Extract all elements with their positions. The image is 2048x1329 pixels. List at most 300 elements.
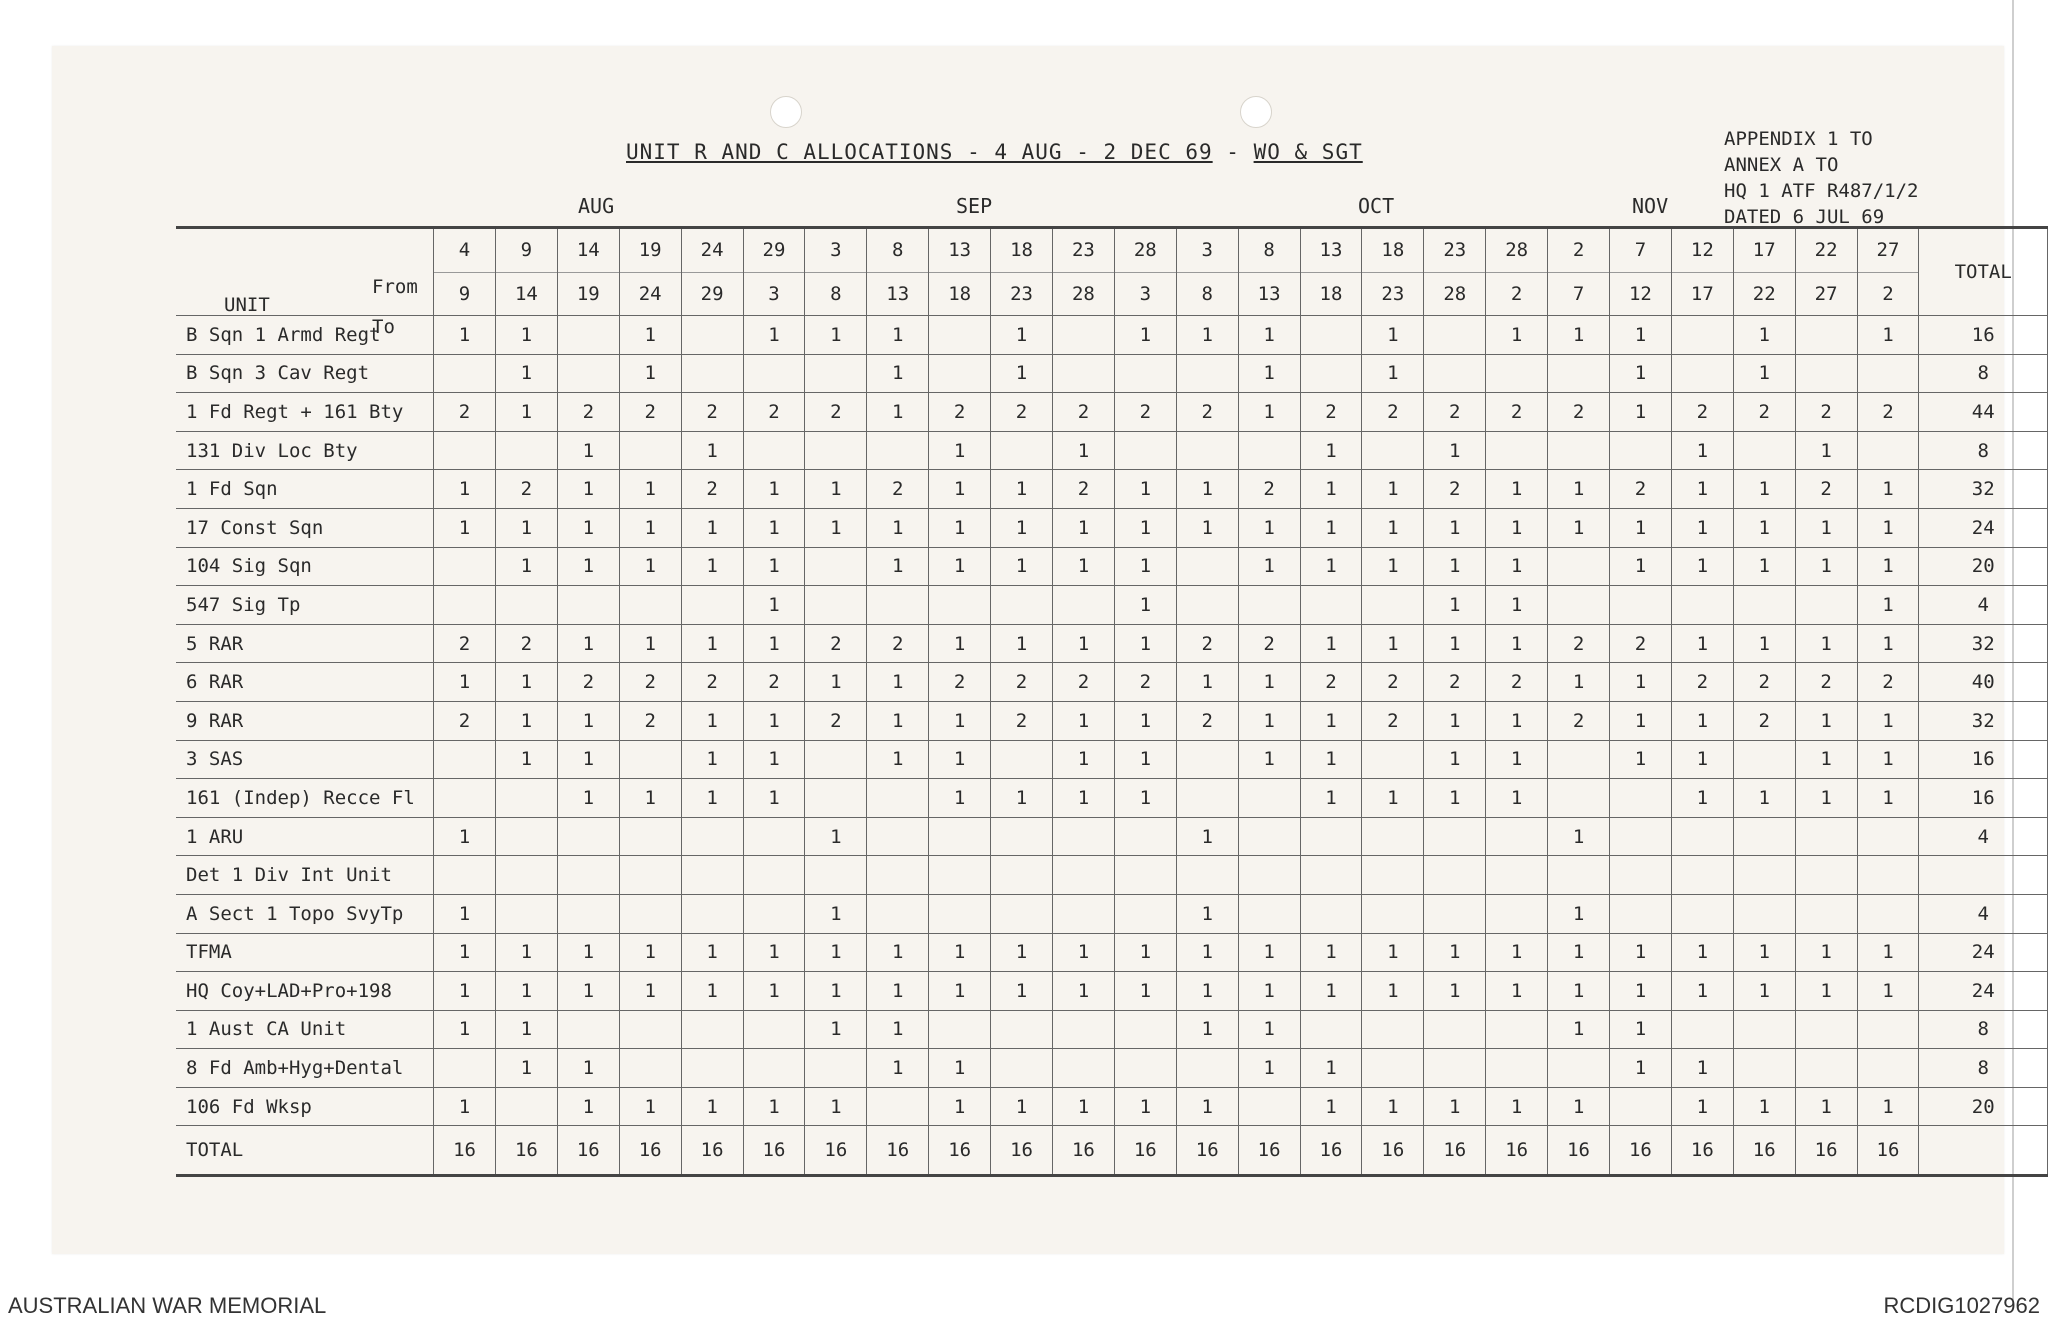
allocation-cell: 2 [434,701,496,740]
table-row [176,393,2048,432]
period-header-cell [805,228,867,316]
allocation-cell [1486,894,1548,933]
allocation-cell: 1 [1362,470,1424,509]
allocation-cell: 1 [1609,1049,1671,1088]
table-row [176,740,2048,779]
allocation-cell [619,740,681,779]
row-total [1919,856,2048,895]
period-from: 24 [682,229,743,273]
allocation-cell: 1 [1176,1087,1238,1126]
allocation-cell [991,856,1053,895]
total-header: TOTAL [1919,228,2048,316]
allocation-cell [1671,894,1733,933]
allocation-cell [867,817,929,856]
allocation-cell [743,894,805,933]
allocation-cell: 1 [1238,740,1300,779]
allocation-cell [1795,894,1857,933]
allocation-cell: 1 [1238,1010,1300,1049]
period-to: 7 [1572,283,1585,305]
period-from: 4 [434,229,495,273]
table-row [176,779,2048,818]
allocation-cell: 1 [1857,470,1919,509]
row-total: 44 [1919,393,2048,432]
unit-name: 547 Sig Tp [176,586,434,625]
allocation-cell: 2 [1362,393,1424,432]
allocation-cell [557,1010,619,1049]
allocation-cell [1609,431,1671,470]
period-to: 8 [830,283,842,305]
allocation-cell: 1 [1424,547,1486,586]
allocation-cell: 2 [991,393,1053,432]
allocation-cell [1300,894,1362,933]
allocation-cell: 2 [1424,663,1486,702]
allocation-cell: 1 [1733,354,1795,393]
period-from: 18 [1362,229,1423,273]
allocation-cell: 1 [1114,701,1176,740]
column-total: 16 [1114,1126,1176,1176]
table-row [176,547,2048,586]
allocation-cell: 1 [1857,586,1919,625]
allocation-cell [557,316,619,355]
allocation-cell: 1 [1486,470,1548,509]
allocation-cell: 1 [1733,316,1795,355]
column-total: 16 [681,1126,743,1176]
column-total: 16 [1052,1126,1114,1176]
period-header-cell [929,228,991,316]
allocation-cell: 1 [929,1087,991,1126]
allocation-cell [1609,779,1671,818]
allocation-cell [1857,856,1919,895]
allocation-cell: 1 [1548,663,1610,702]
allocation-cell: 1 [434,1087,496,1126]
allocation-cell: 1 [1609,972,1671,1011]
allocation-cell: 1 [1424,972,1486,1011]
allocation-cell: 1 [1671,972,1733,1011]
allocation-cell [434,779,496,818]
period-from: 3 [805,229,866,273]
unit-header: UNIT [224,294,270,316]
unit-name: 17 Const Sqn [176,508,434,547]
allocation-cell: 1 [1857,316,1919,355]
punch-hole-right [1240,96,1272,128]
allocation-cell: 1 [1671,740,1733,779]
column-total: 16 [1609,1126,1671,1176]
allocation-cell [434,586,496,625]
allocation-cell [1671,316,1733,355]
allocation-cell: 1 [1114,779,1176,818]
allocation-cell: 1 [743,779,805,818]
allocation-cell: 1 [1052,701,1114,740]
allocation-cell [434,354,496,393]
period-header-cell [1238,228,1300,316]
allocation-cell: 1 [743,972,805,1011]
allocation-cell: 1 [1238,663,1300,702]
allocation-cell: 2 [619,393,681,432]
allocation-cell: 1 [619,354,681,393]
allocation-cell [1795,1010,1857,1049]
allocation-cell: 2 [1609,470,1671,509]
row-total: 16 [1919,316,2048,355]
allocation-cell [1362,431,1424,470]
allocation-cell: 1 [1671,431,1733,470]
allocation-cell [1052,316,1114,355]
allocation-cell: 1 [867,740,929,779]
period-header-cell [1795,228,1857,316]
allocation-cell [1548,354,1610,393]
allocation-cell [1733,1049,1795,1088]
period-to: 14 [514,283,538,305]
row-total: 24 [1919,933,2048,972]
allocation-cell: 1 [1486,972,1548,1011]
allocation-cell: 1 [1362,1087,1424,1126]
table-row [176,508,2048,547]
unit-name: A Sect 1 Topo SvyTp [176,894,434,933]
allocation-cell: 2 [1795,663,1857,702]
allocation-cell: 1 [1795,624,1857,663]
row-total: 16 [1919,779,2048,818]
row-total: 20 [1919,1087,2048,1126]
allocation-cell: 1 [434,316,496,355]
allocation-cell [1733,740,1795,779]
allocation-cell: 1 [1671,933,1733,972]
allocation-cell: 1 [1548,1010,1610,1049]
allocation-cell [1486,431,1548,470]
allocation-cell: 1 [681,431,743,470]
allocation-cell: 2 [991,663,1053,702]
allocation-cell [1176,547,1238,586]
allocation-cell: 2 [1176,701,1238,740]
allocation-cell: 1 [1114,547,1176,586]
allocation-cell [1671,586,1733,625]
row-total: 24 [1919,972,2048,1011]
allocation-cell: 1 [1176,1010,1238,1049]
allocation-cell: 1 [929,470,991,509]
allocation-cell [557,586,619,625]
allocation-cell [1671,817,1733,856]
allocation-cell: 2 [1300,393,1362,432]
allocation-cell [1486,1010,1548,1049]
allocation-cell: 1 [1362,316,1424,355]
period-to: 13 [886,283,910,305]
allocation-cell: 1 [805,1010,867,1049]
allocation-cell: 2 [1857,393,1919,432]
period-header-cell [495,228,557,316]
allocation-cell: 1 [1733,972,1795,1011]
allocation-cell: 1 [1176,663,1238,702]
allocation-cell: 2 [1176,393,1238,432]
allocation-cell [1548,547,1610,586]
allocation-cell: 1 [1733,624,1795,663]
allocation-cell: 1 [867,354,929,393]
allocation-cell: 1 [1238,354,1300,393]
allocation-cell [1052,1049,1114,1088]
table-row [176,701,2048,740]
allocation-cell: 1 [1300,1049,1362,1088]
allocation-cell: 2 [1238,624,1300,663]
allocation-cell: 2 [1733,701,1795,740]
allocation-cell [991,431,1053,470]
allocation-cell: 2 [1052,663,1114,702]
table-row [176,972,2048,1011]
allocation-cell [1362,1049,1424,1088]
allocation-cell: 1 [619,933,681,972]
allocation-cell: 1 [743,470,805,509]
allocation-cell: 2 [1486,393,1548,432]
allocation-cell: 1 [1857,1087,1919,1126]
allocation-cell [805,547,867,586]
period-to: 22 [1752,283,1776,305]
allocation-cell [929,894,991,933]
allocation-cell [1300,316,1362,355]
allocation-cell [1300,817,1362,856]
period-to: 13 [1257,283,1281,305]
allocation-cell [681,1049,743,1088]
allocation-cell: 1 [805,508,867,547]
allocation-cell: 1 [743,740,805,779]
period-from: 8 [1239,229,1300,273]
allocation-cell: 1 [743,508,805,547]
allocation-cell: 1 [805,470,867,509]
allocation-cell: 1 [805,663,867,702]
period-from: 22 [1796,229,1857,273]
allocation-cell [1424,1010,1486,1049]
allocation-cell: 1 [743,547,805,586]
allocation-cell: 1 [1486,624,1548,663]
allocation-cell: 2 [495,624,557,663]
allocation-cell: 1 [1238,933,1300,972]
allocation-cell: 1 [1795,508,1857,547]
row-total: 24 [1919,508,2048,547]
allocation-cell [1671,856,1733,895]
table-row [176,856,2048,895]
allocation-cell [1362,856,1424,895]
allocation-cell [991,894,1053,933]
allocation-cell: 1 [495,508,557,547]
allocation-cell: 1 [1052,431,1114,470]
allocation-cell: 1 [1609,354,1671,393]
allocation-cell [1857,817,1919,856]
allocation-cell [434,740,496,779]
period-to: 17 [1690,283,1714,305]
allocation-cell: 1 [1362,547,1424,586]
allocation-cell: 1 [1795,701,1857,740]
allocation-cell [991,740,1053,779]
table-row [176,1087,2048,1126]
allocation-cell: 2 [1795,470,1857,509]
allocation-cell [1424,894,1486,933]
allocation-cell: 1 [1238,316,1300,355]
allocation-cell: 1 [1052,933,1114,972]
allocation-cell [1176,1049,1238,1088]
to-label: To [372,316,395,338]
table-row [176,817,2048,856]
allocation-cell: 1 [434,508,496,547]
allocation-cell: 1 [1733,547,1795,586]
row-total: 4 [1919,586,2048,625]
unit-name: 104 Sig Sqn [176,547,434,586]
allocation-cell: 1 [557,1087,619,1126]
allocation-cell: 1 [743,586,805,625]
allocation-cell [681,586,743,625]
allocation-cell: 1 [434,972,496,1011]
allocation-cell: 1 [1300,470,1362,509]
allocation-cell: 1 [1609,508,1671,547]
table-row [176,1010,2048,1049]
allocation-cell: 1 [743,701,805,740]
allocation-cell: 1 [1609,547,1671,586]
allocation-cell [1609,856,1671,895]
allocation-cell: 2 [743,663,805,702]
allocation-cell: 1 [1238,393,1300,432]
from-label: From [372,276,418,298]
allocation-cell: 2 [1548,393,1610,432]
allocation-cell: 1 [1671,547,1733,586]
allocation-cell: 1 [1795,431,1857,470]
table-row [176,316,2048,355]
allocation-cell: 1 [1052,1087,1114,1126]
column-total: 16 [495,1126,557,1176]
allocation-cell [619,431,681,470]
allocation-cell [1795,316,1857,355]
allocation-cell [681,1010,743,1049]
row-total: 32 [1919,624,2048,663]
row-total: 40 [1919,663,2048,702]
allocation-cell: 1 [805,1087,867,1126]
allocation-cell [991,1049,1053,1088]
allocation-cell [1362,586,1424,625]
period-from: 29 [744,229,805,273]
allocation-cell: 1 [1671,779,1733,818]
allocation-cell: 1 [1609,316,1671,355]
allocation-cell [619,586,681,625]
allocation-cell [1114,856,1176,895]
allocation-cell: 1 [1548,508,1610,547]
allocation-cell: 1 [1300,740,1362,779]
allocation-cell: 1 [495,547,557,586]
allocation-cell: 1 [1176,316,1238,355]
allocation-cell: 1 [495,663,557,702]
allocation-cell: 2 [1114,393,1176,432]
allocation-cell: 1 [743,1087,805,1126]
allocation-cell: 1 [1300,972,1362,1011]
allocation-cell: 1 [1548,470,1610,509]
allocation-cell: 1 [1300,431,1362,470]
allocation-cell [805,1049,867,1088]
allocation-cell: 1 [805,316,867,355]
period-to: 18 [1319,283,1343,305]
allocation-cell: 1 [743,933,805,972]
period-from: 2 [1548,229,1609,273]
allocation-cell: 2 [681,393,743,432]
document-title [626,140,1363,164]
unit-name: 3 SAS [176,740,434,779]
allocation-cell: 1 [557,933,619,972]
allocation-cell [1238,856,1300,895]
allocation-cell [1857,1049,1919,1088]
allocation-cell: 1 [1733,933,1795,972]
allocation-cell: 1 [557,431,619,470]
allocation-cell [1795,1049,1857,1088]
column-total: 16 [1857,1126,1919,1176]
allocation-cell [1424,856,1486,895]
allocation-cell: 1 [557,779,619,818]
allocation-cell: 1 [495,972,557,1011]
month-label-aug: AUG [578,194,615,218]
allocation-cell: 1 [434,1010,496,1049]
allocation-cell: 1 [929,547,991,586]
allocation-cell: 2 [1548,701,1610,740]
allocation-cell: 2 [743,393,805,432]
allocation-cell [929,1010,991,1049]
period-from: 14 [558,229,619,273]
allocation-cell: 1 [557,972,619,1011]
allocation-cell [929,856,991,895]
row-total: 32 [1919,470,2048,509]
column-total: 16 [805,1126,867,1176]
allocation-cell: 1 [1300,933,1362,972]
allocation-cell [1052,354,1114,393]
period-to: 3 [1139,283,1152,305]
allocation-cell: 1 [1548,1087,1610,1126]
column-total: 16 [1300,1126,1362,1176]
allocation-cell [743,856,805,895]
period-header-cell [557,228,619,316]
allocation-cell [805,740,867,779]
period-to: 3 [768,283,780,305]
totals-row [176,1126,2048,1176]
unit-name: 6 RAR [176,663,434,702]
header-row [176,228,2048,316]
allocation-cell [1548,740,1610,779]
unit-name: 1 Aust CA Unit [176,1010,434,1049]
allocation-cell [1548,586,1610,625]
allocation-cell [1424,354,1486,393]
punch-hole-left [770,96,802,128]
unit-name: 9 RAR [176,701,434,740]
allocation-cell [743,354,805,393]
allocation-cell: 1 [1362,624,1424,663]
allocation-cell: 1 [1486,933,1548,972]
allocation-cell: 1 [434,933,496,972]
allocation-cell [1857,894,1919,933]
allocation-cell [1795,586,1857,625]
allocation-cell: 1 [1609,1010,1671,1049]
allocation-cell: 1 [619,470,681,509]
allocation-cell [1114,894,1176,933]
period-from: 28 [1486,229,1547,273]
allocation-cell: 1 [1795,740,1857,779]
allocation-cell [743,817,805,856]
allocation-cell [1238,817,1300,856]
allocation-cell: 1 [1609,701,1671,740]
allocation-cell [1733,431,1795,470]
allocation-cell: 1 [557,1049,619,1088]
month-label-sep: SEP [956,194,993,218]
allocation-cell: 1 [1114,624,1176,663]
column-total: 16 [743,1126,805,1176]
allocation-cell: 1 [1548,316,1610,355]
allocation-cell: 1 [1486,547,1548,586]
allocation-cell: 1 [1300,547,1362,586]
allocation-cell: 1 [805,894,867,933]
allocation-cell [743,1049,805,1088]
period-to: 29 [700,283,724,305]
allocation-cell: 2 [1671,663,1733,702]
allocation-cell: 1 [1486,701,1548,740]
footer-id: RCDIG1027962 [1883,1293,2040,1318]
allocation-cell: 1 [557,740,619,779]
allocation-cell: 1 [1114,508,1176,547]
